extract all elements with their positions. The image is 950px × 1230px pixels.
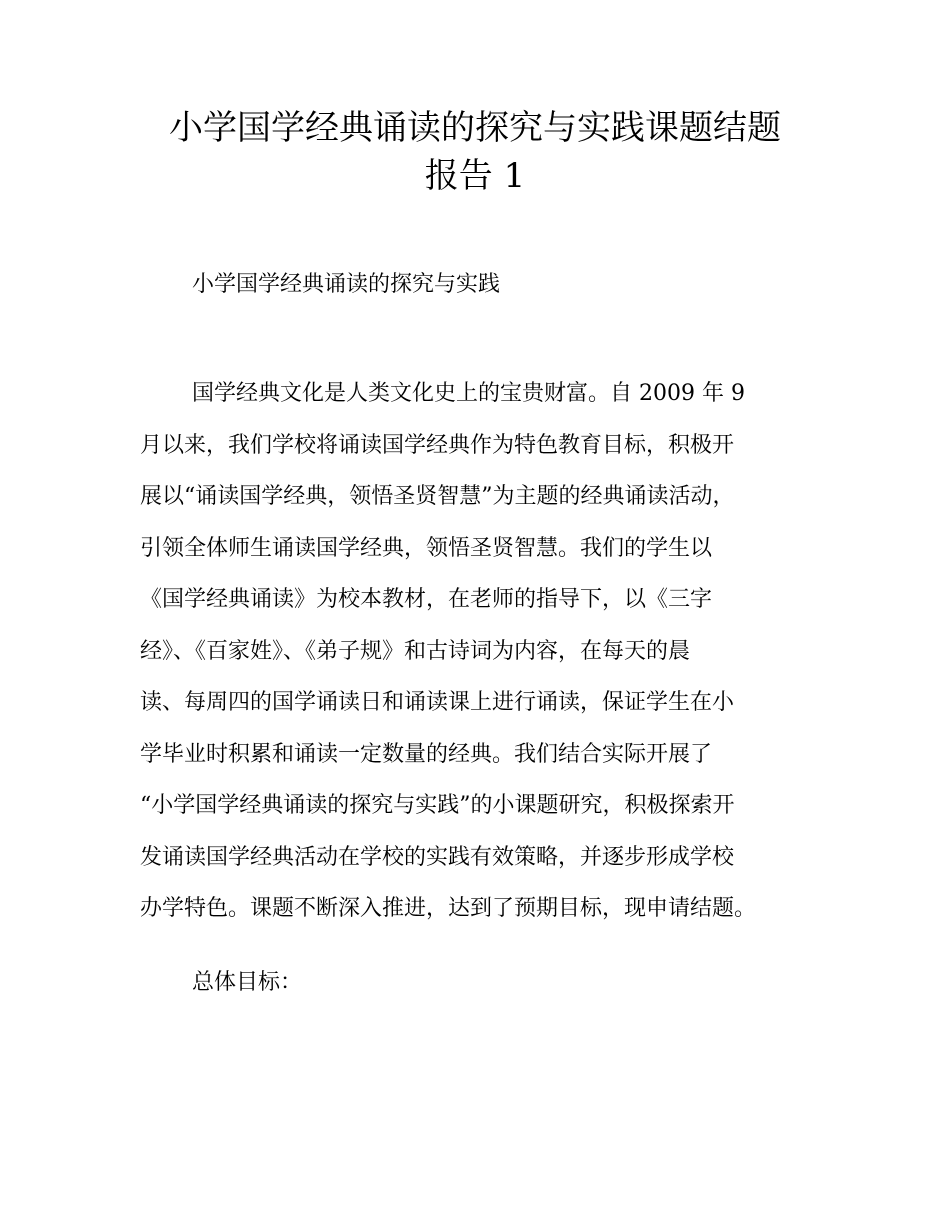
paragraph-line: 国学经典文化是人类文化史上的宝贵财富。自 2009 年 9	[192, 381, 745, 406]
paragraph-line: 月以来，我们学校将诵读国学经典作为特色教育目标，积极开	[140, 432, 735, 458]
title-line-1: 小学国学经典诵读的探究与实践课题结题	[169, 108, 781, 148]
paragraph-line: 读、每周四的国学诵读日和诵读课上进行诵读，保证学生在小	[140, 690, 735, 715]
paragraph-line: 引领全体师生诵读国学经典，领悟圣贤智慧。我们的学生以	[140, 535, 713, 561]
paragraph-line: “小学国学经典诵读的探究与实践”的小课题研究，积极探索开	[140, 793, 735, 818]
intro-paragraph	[140, 368, 820, 935]
title-line-2: 报告 1	[424, 156, 526, 196]
paragraph-line: 经》、《百家姓》、《弟子规》和古诗词为内容，在每天的晨	[140, 638, 691, 664]
paragraph-line: 《国学经典诵读》为校本教材，在老师的指导下，以《三字	[140, 587, 713, 612]
document-title	[140, 104, 810, 200]
paragraph-line: 展以“诵读国学经典，领悟圣贤智慧”为主题的经典诵读活动，	[140, 484, 735, 509]
paragraph-line: 办学特色。课题不断深入推进，达到了预期目标，现申请结题。	[140, 896, 757, 921]
section-heading-overall-goals: 总体目标：	[192, 970, 303, 995]
paragraph-line: 学毕业时积累和诵读一定数量的经典。我们结合实际开展了	[140, 741, 713, 767]
paragraph-line: 发诵读国学经典活动在学校的实践有效策略，并逐步形成学校	[140, 844, 735, 870]
document-subtitle: 小学国学经典诵读的探究与实践	[192, 272, 501, 297]
